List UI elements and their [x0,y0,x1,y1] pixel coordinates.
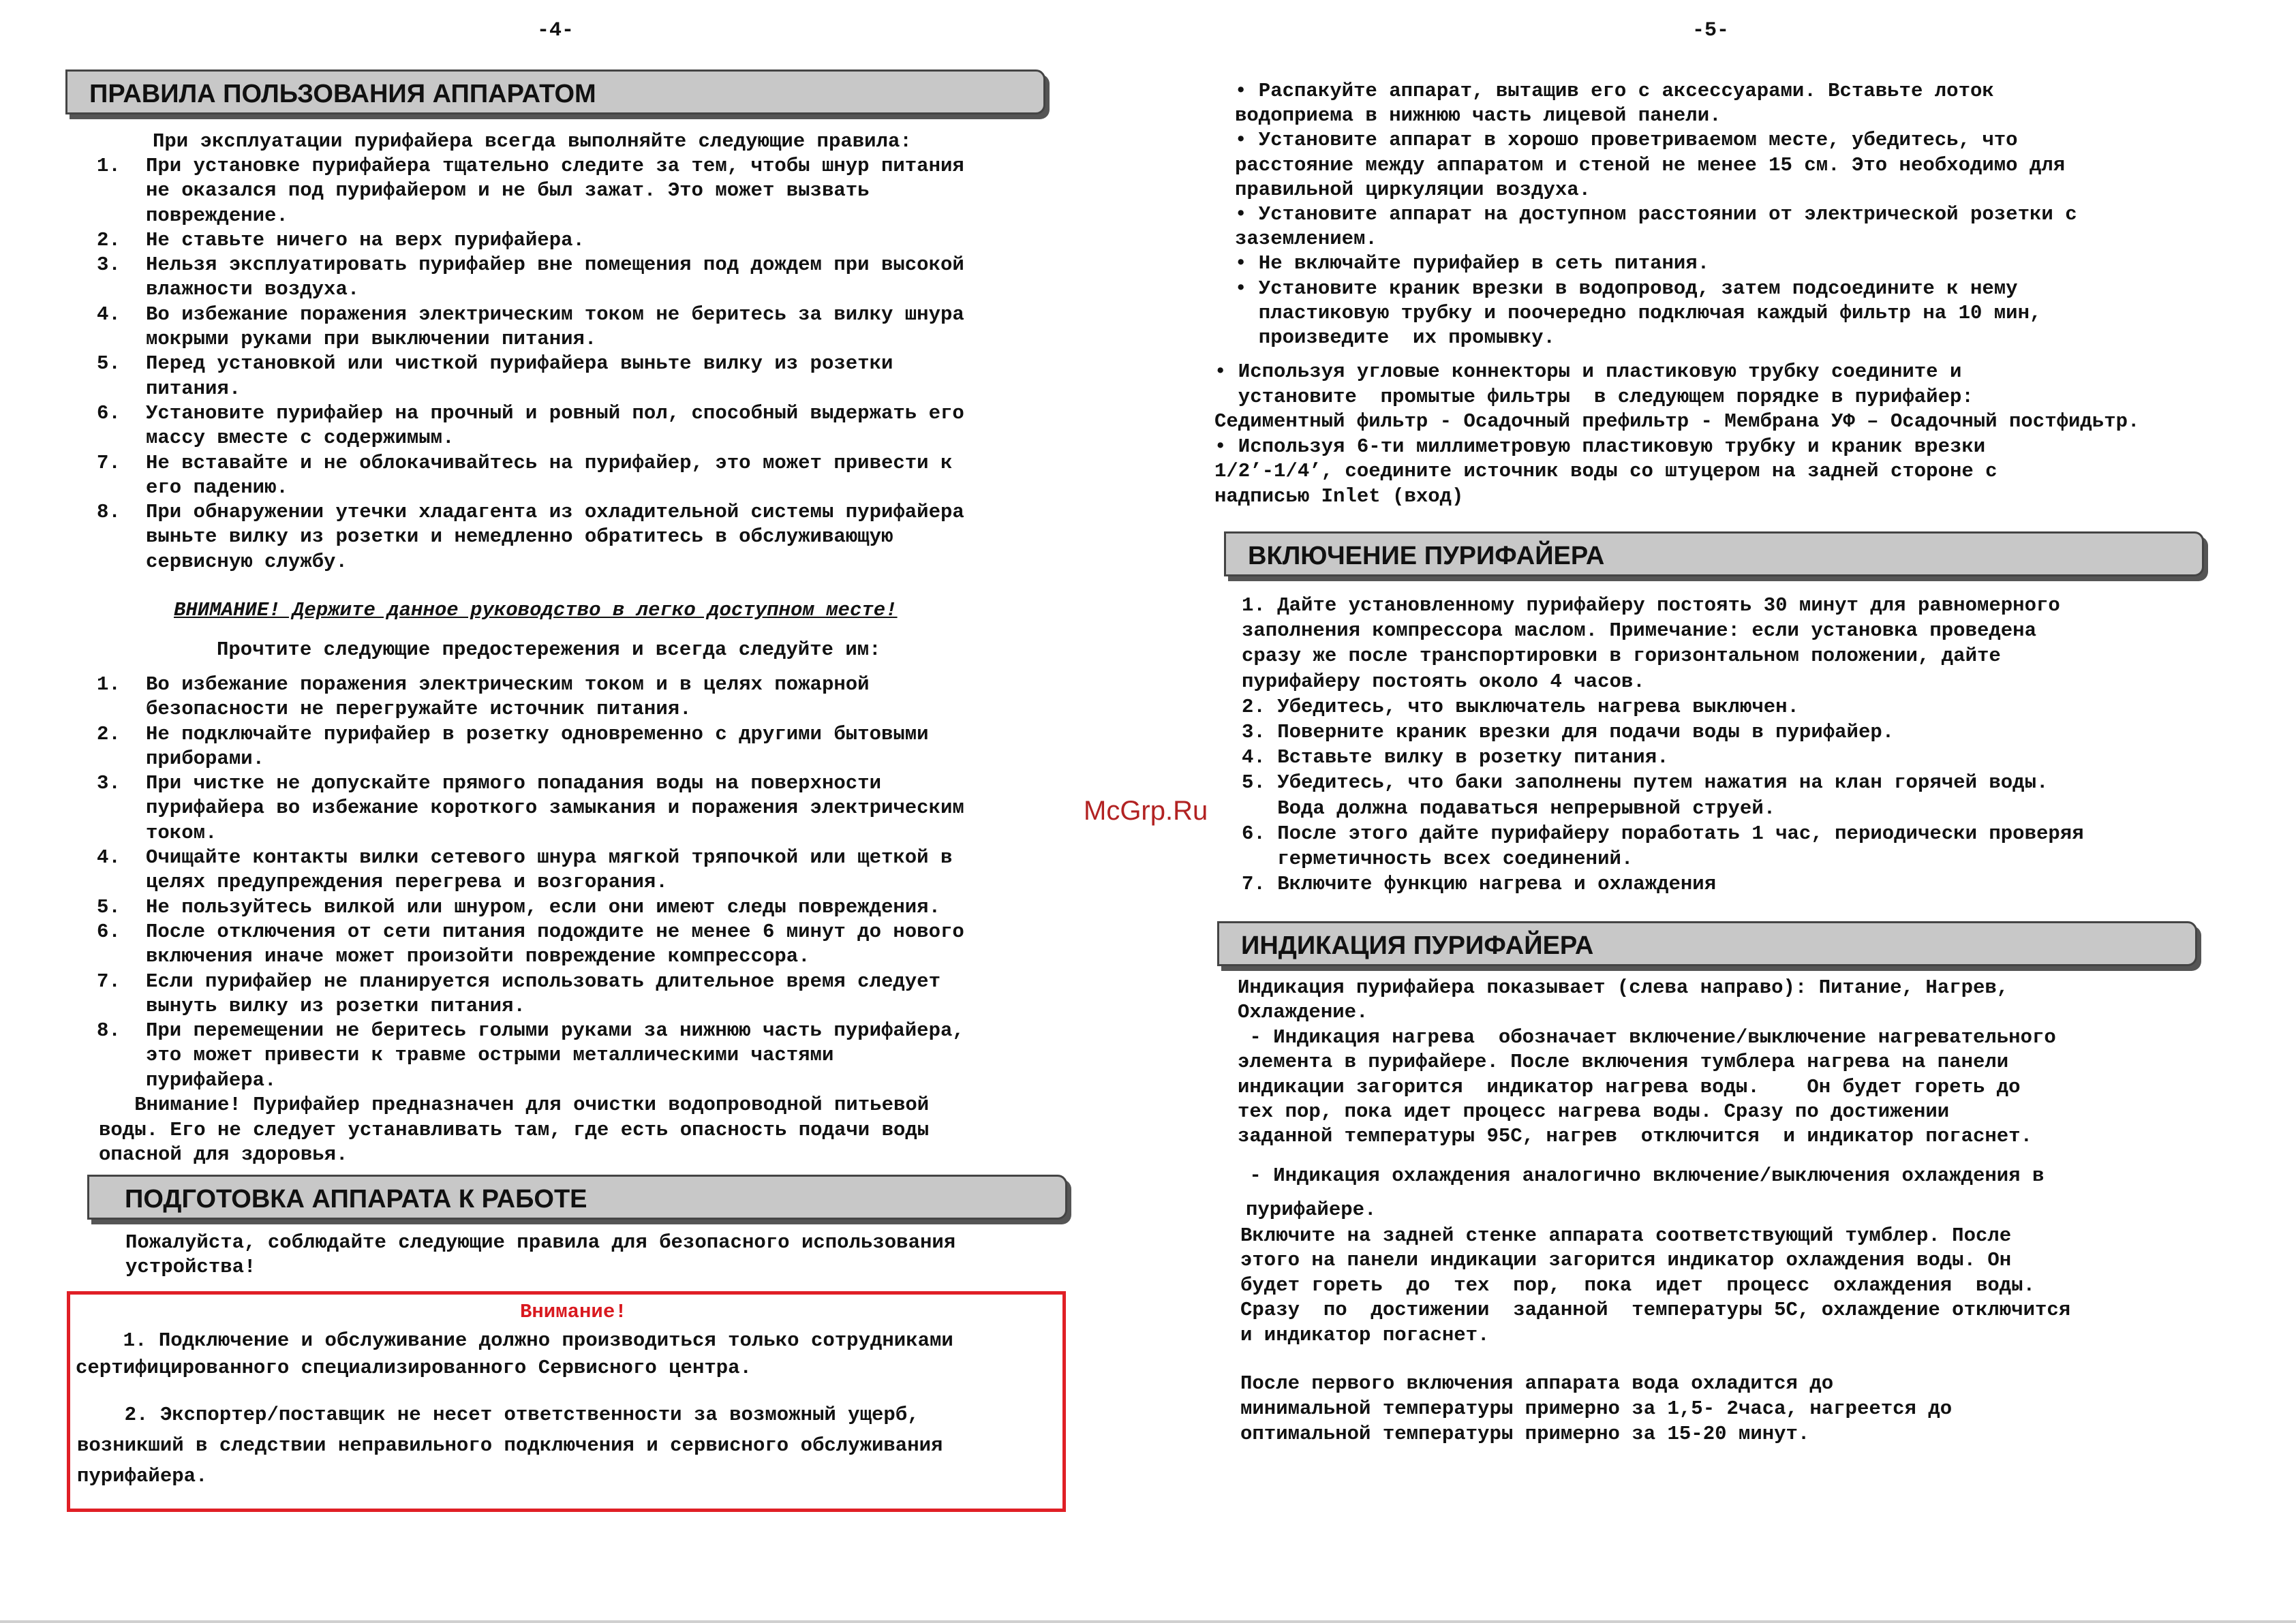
list-item [97,253,964,303]
list-item [97,303,964,352]
list-item-number: 4. [97,846,121,869]
section-header-usage-rules: ПРАВИЛА ПОЛЬЗОВАНИЯ АППАРАТОМ [65,69,1045,114]
list-item [97,673,964,722]
page-number-right: -5- [1692,19,1730,42]
list-item [97,771,964,846]
list-item-number: 1. [97,673,121,696]
list-item-text: Нельзя эксплуатировать пурифайер вне помещения под дождем при высокой влажности воздуха. [146,253,964,301]
list-item [97,920,964,970]
list-item-text: Во избежание поражения электрическим током и в целях пожарной безопасности не перегружайте источник питания. [146,673,870,721]
list-item-text: При перемещении не беритесь голыми руками за нижнюю часть пурифайера, это может привести к травме острыми металлическими частями пурифайера. [146,1019,964,1092]
list-item-number: 6. [97,401,121,424]
precautions-intro: Прочтите следующие предостережения и всегда следуйте им: [217,638,881,661]
preparation-intro: Пожалуйста, соблюдайте следующие правила для безопасного использования устройства! [125,1231,956,1278]
list-item [97,722,964,772]
list-item-text: При обнаружении утечки хладагента из охладительной системы пурифайера выньте вилку из розетки и немедленно обратитесь в обслуживающую сервисную службу. [146,501,964,573]
list-item-text: Не вставайте и не облокачивайтесь на пурифайер, это может привести к его падению. [146,451,953,499]
list-item-number: 2. [97,228,121,251]
list-item-number: 4. [97,303,121,326]
list-item-text: Не пользуйтесь вилкой или шнуром, если они имеют следы повреждения. [146,895,940,918]
warning-title: Внимание! [520,1301,627,1323]
attention-note: ВНИМАНИЕ! Держите данное руководство в легко доступном месте! [174,599,898,621]
usage-rules-list [97,154,964,574]
indication-cooling-text: Включите на задней стенке аппарата соответствующий тумблер. После этого на панели индикации загорится индикатор охлаждения воды. Он будет гореть до тех пор, пока идет процесс охлаждения воды. Сразу по достижении заданной температуры 5С, охлаждение отключится и индикатор погаснет. [1240,1224,2071,1346]
power-on-steps: 1. Дайте установленному пурифайеру постоять 30 минут для равномерного заполнения компрессора маслом. Примечание: если установка проведена сразу же после транспортировки в горизонтальном положении, дайте пурифайеру постоять около 4 часов. 2. Убедитесь, что выключатель нагрева выключен. 3. Поверните краник врезки для подачи воды в пурифайер. 4. Вставьте вилку в розетку питания. 5. Убедитесь, что баки заполнены путем нажатия на клан горячей воды. Вода должна подаваться непрерывной струей. 6. После этого дайте пурифайеру поработать 1 час, периодически проверяя герметичность всех соединений. 7. Включите функцию нагрева и охлаждения [1242,594,2084,896]
purpose-notice: Внимание! Пурифайер предназначен для очистки водопроводной питьевой воды. Его не следует устанавливать там, где есть опасность подачи воды опасной для здоровья. [99,1094,930,1166]
warning-box [67,1291,1066,1512]
list-item [97,228,964,253]
list-item [97,154,964,228]
list-item-text: Во избежание поражения электрическим током не беритесь за вилку шнура мокрыми руками при выключении питания. [146,303,964,351]
list-item-number: 7. [97,970,121,993]
list-item-text: Не подключайте пурифайер в розетку одновременно с другими бытовыми приборами. [146,722,929,770]
list-item-number: 7. [97,451,121,474]
list-item-number: 8. [97,501,121,524]
list-item-text: При чистке не допускайте прямого попадания воды на поверхности пурифайера во избежание короткого замыкания и поражения электрическим током. [146,772,964,844]
list-item-text: Не ставьте ничего на верх пурифайера. [146,228,585,251]
indication-cooling-title: - Индикация охлаждения аналогично включение/выключения охлаждения в [1238,1164,2045,1187]
list-item [97,895,964,920]
warning-paragraph-2: 2. Экспортер/поставщик не несет ответственности за возможный ущерб, возникший в следствии неправильного подключения и сервисного обслуживания пурифайера. [77,1404,943,1487]
list-item-number: 3. [97,772,121,795]
list-item-number: 5. [97,352,121,375]
list-item-number: 6. [97,920,121,943]
section-header-power-on: ВКЛЮЧЕНИЕ ПУРИФАЙЕРА [1224,531,2204,576]
list-item-number: 5. [97,895,121,918]
list-item [97,401,964,451]
bottom-divider [0,1620,2296,1623]
list-item [97,500,964,574]
warning-paragraph-1: 1. Подключение и обслуживание должно производиться только сотрудниками сертифицированного специализированного Сервисного центра. [76,1329,953,1379]
list-item [97,352,964,401]
setup-instructions: • Распакуйте аппарат, вытащив его с аксессуарами. Вставьте лоток водоприема в нижнюю часть лицевой панели. • Установите аппарат в хорошо проветриваемом месте, убедитесь, что расстояние между аппаратом и стеной не менее 15 см. Это необходимо для правильной циркуляции воздуха. • Установите аппарат на доступном расстоянии от электрической розетки с заземлением. • Не включайте пурифайер в сеть питания. • Установите краник врезки в водопровод, затем подсоедините к нему пластиковую трубку и поочередно подключая каждый фильтр на 10 мин, произведите их промывку. [1235,80,2077,350]
list-item-text: После отключения от сети питания подождите не менее 6 минут до нового включения иначе может произойти повреждение компрессора. [146,920,964,968]
section-header-indication: ИНДИКАЦИЯ ПУРИФАЙЕРА [1217,921,2197,966]
page-number-left: -4- [537,19,575,42]
section-header-preparation: ПОДГОТОВКА АППАРАТА К РАБОТЕ [87,1175,1067,1220]
filter-instructions: • Используя угловые коннекторы и пластиковую трубку соедините и установите промытые фильтры в следующем порядке в пурифайер: Седиментный фильтр - Осадочный префильтр - Мембрана УФ – Осадочный постфидьтр. • Используя 6-ти миллиметровую пластиковую трубку и краник врезки 1/2’-1/4’, соедините источник воды со штуцером на задней стороне с надписью Inlet (вход) [1214,360,2140,508]
list-item [97,970,964,1019]
list-item-number: 3. [97,253,121,277]
list-item-text: Если пурифайер не планируется использовать длительное время следует вынуть вилку из розетки питания. [146,970,940,1017]
list-item-number: 1. [97,155,121,177]
list-item-text: Очищайте контакты вилки сетевого шнура мягкой тряпочкой или щеткой в целях предупреждения перегрева и возгорания. [146,846,953,894]
list-item [97,846,964,895]
indication-heating: Индикация пурифайера показывает (слева направо): Питание, Нагрев, Охлаждение. - Индикация нагрева обозначает включение/выключение нагревательного элемента в пурифайере. После включения тумблера нагрева на панели индикации загорится индикатор нагрева воды. Он будет гореть до тех пор, пока идет процесс нагрева воды. Сразу по достижении заданной температуры 95С, нагрев отключится и индикатор погаснет. [1238,976,2056,1148]
first-run-note: После первого включения аппарата вода охладится до минимальной температуры примерно за 1,5- 2часа, нагреется до оптимальной температуры примерно за 15-20 минут. [1240,1372,1953,1445]
watermark: McGrp.Ru [1084,796,1208,826]
list-item-text: Установите пурифайер на прочный и ровный пол, способный выдержать его массу вместе с содержимым. [146,401,964,450]
usage-intro: При эксплуатации пурифайера всегда выполняйте следующие правила: [153,130,912,153]
list-item [97,1019,964,1093]
list-item [97,451,964,501]
list-item-number: 2. [97,722,121,745]
indication-cooling-word: пурифайере. [1246,1199,1377,1221]
precautions-list [97,673,964,1093]
list-item-number: 8. [97,1019,121,1042]
list-item-text: При установке пурифайера тщательно следите за тем, чтобы шнур питания не оказался под пурифайером и не был зажат. Это может вызвать повреждение. [146,155,964,227]
list-item-text: Перед установкой или чисткой пурифайера выньте вилку из розетки питания. [146,352,893,400]
